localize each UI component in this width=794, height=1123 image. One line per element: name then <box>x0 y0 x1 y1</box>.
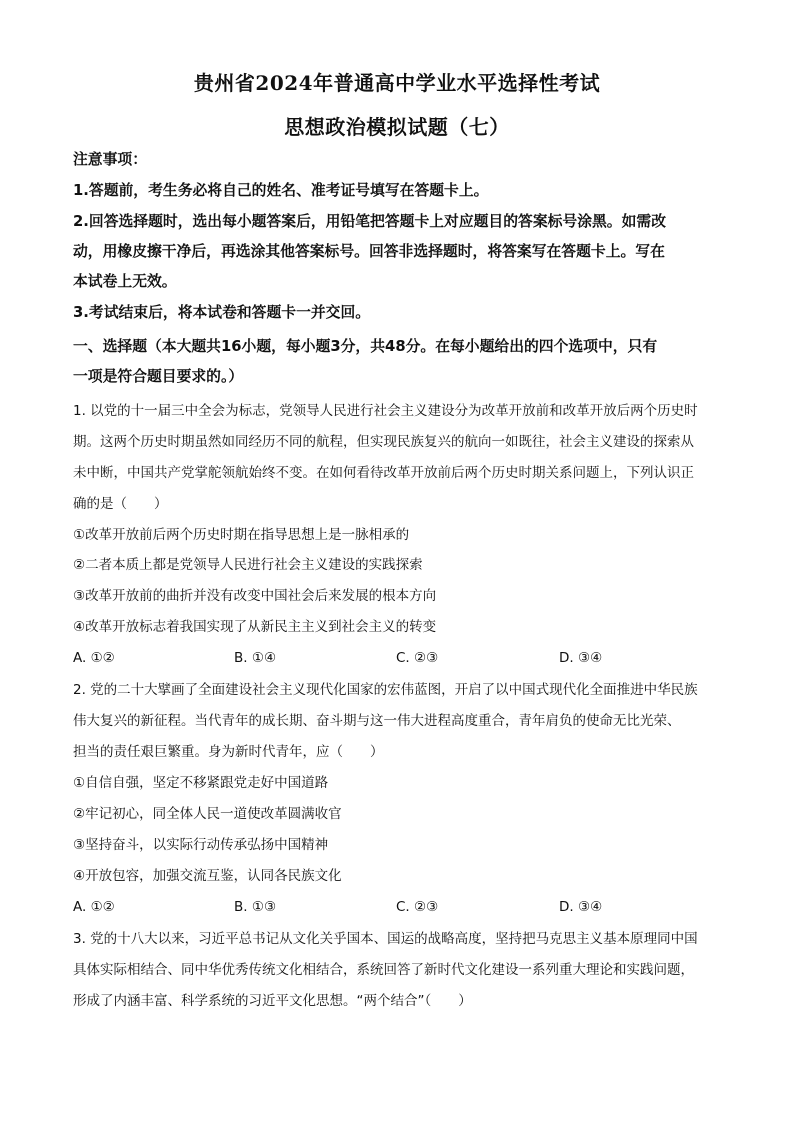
q1-stem-line-1: 1. 以党的十一届三中全会为标志，党领导人民进行社会主义建设分为改革开放前和改革开放后两个历史时 <box>73 403 698 419</box>
notes-item-2-line-2: 动，用橡皮擦干净后，再选涂其他答案标号。回答非选择题时，将答案写在答题卡上。写在 <box>73 243 665 260</box>
q2-option-b[interactable]: B. ①③ <box>234 899 277 915</box>
q1-option-d[interactable]: D. ③④ <box>559 650 603 666</box>
q1-stem-line-2: 期。这两个历史时期虽然如同经历不同的航程，但实现民族复兴的航向一如既往，社会主义建设的探索从 <box>73 434 694 450</box>
q1-statement-1: ①改革开放前后两个历史时期在指导思想上是一脉相承的 <box>73 527 410 543</box>
q3-stem-line-3: 形成了内涵丰富、科学系统的习近平文化思想。“两个结合”（ ） <box>73 993 472 1009</box>
q1-statement-2: ②二者本质上都是党领导人民进行社会主义建设的实践探索 <box>73 557 423 573</box>
section-heading-line-1: 一、选择题（本大题共16小题，每小题3分，共48分。在每小题给出的四个选项中，只有 <box>73 338 658 355</box>
section-heading-line-2: 一项是符合题目要求的。） <box>73 368 244 385</box>
q2-stem-line-2: 伟大复兴的新征程。当代青年的成长期、奋斗期与这一伟大进程高度重合，青年肩负的使命无比光荣、 <box>73 713 681 729</box>
q1-option-a[interactable]: A. ①② <box>73 650 115 666</box>
q1-statement-4: ④改革开放标志着我国实现了从新民主主义到社会主义的转变 <box>73 619 437 635</box>
exam-subtitle: 思想政治模拟试题（七） <box>284 115 510 139</box>
q1-option-c[interactable]: C. ②③ <box>396 650 439 666</box>
q3-stem-line-2: 具体实际相结合、同中华优秀传统文化相结合，系统回答了新时代文化建设一系列重大理论和实践问题， <box>73 962 694 978</box>
notes-item-1: 1.答题前，考生务必将自己的姓名、准考证号填写在答题卡上。 <box>73 182 489 199</box>
q2-statement-2: ②牢记初心，同全体人民一道使改革圆满收官 <box>73 806 342 822</box>
notes-item-3: 3.考试结束后，将本试卷和答题卡一并交回。 <box>73 304 371 321</box>
q2-stem-line-1: 2. 党的二十大擘画了全面建设社会主义现代化国家的宏伟蓝图，开启了以中国式现代化全面推进中华民族 <box>73 682 698 698</box>
notes-heading: 注意事项： <box>73 151 147 168</box>
q2-option-c[interactable]: C. ②③ <box>396 899 439 915</box>
q1-option-b[interactable]: B. ①④ <box>234 650 277 666</box>
q2-stem-line-3: 担当的责任艰巨繁重。身为新时代青年，应（ ） <box>73 744 384 760</box>
q2-statement-4: ④开放包容，加强交流互鉴，认同各民族文化 <box>73 868 342 884</box>
q1-statement-3: ③改革开放前的曲折并没有改变中国社会后来发展的根本方向 <box>73 588 437 604</box>
notes-item-2-line-3: 本试卷上无效。 <box>73 273 177 290</box>
exam-title: 贵州省2024年普通高中学业水平选择性考试 <box>193 71 601 95</box>
q1-stem-line-4: 确的是（ ） <box>73 496 168 512</box>
q1-stem-line-3: 未中断，中国共产党掌舵领航始终不变。在如何看待改革开放前后两个历史时期关系问题上，下列认识正 <box>73 465 694 481</box>
q2-option-a[interactable]: A. ①② <box>73 899 115 915</box>
q2-statement-3: ③坚持奋斗，以实际行动传承弘扬中国精神 <box>73 837 329 853</box>
q3-stem-line-1: 3. 党的十八大以来，习近平总书记从文化关乎国本、国运的战略高度，坚持把马克思主义基本原理同中国 <box>73 931 698 947</box>
q2-statement-1: ①自信自强，坚定不移紧跟党走好中国道路 <box>73 775 329 791</box>
q2-option-d[interactable]: D. ③④ <box>559 899 603 915</box>
notes-item-2-line-1: 2.回答选择题时，选出每小题答案后，用铅笔把答题卡上对应题目的答案标号涂黑。如需改 <box>73 213 666 230</box>
